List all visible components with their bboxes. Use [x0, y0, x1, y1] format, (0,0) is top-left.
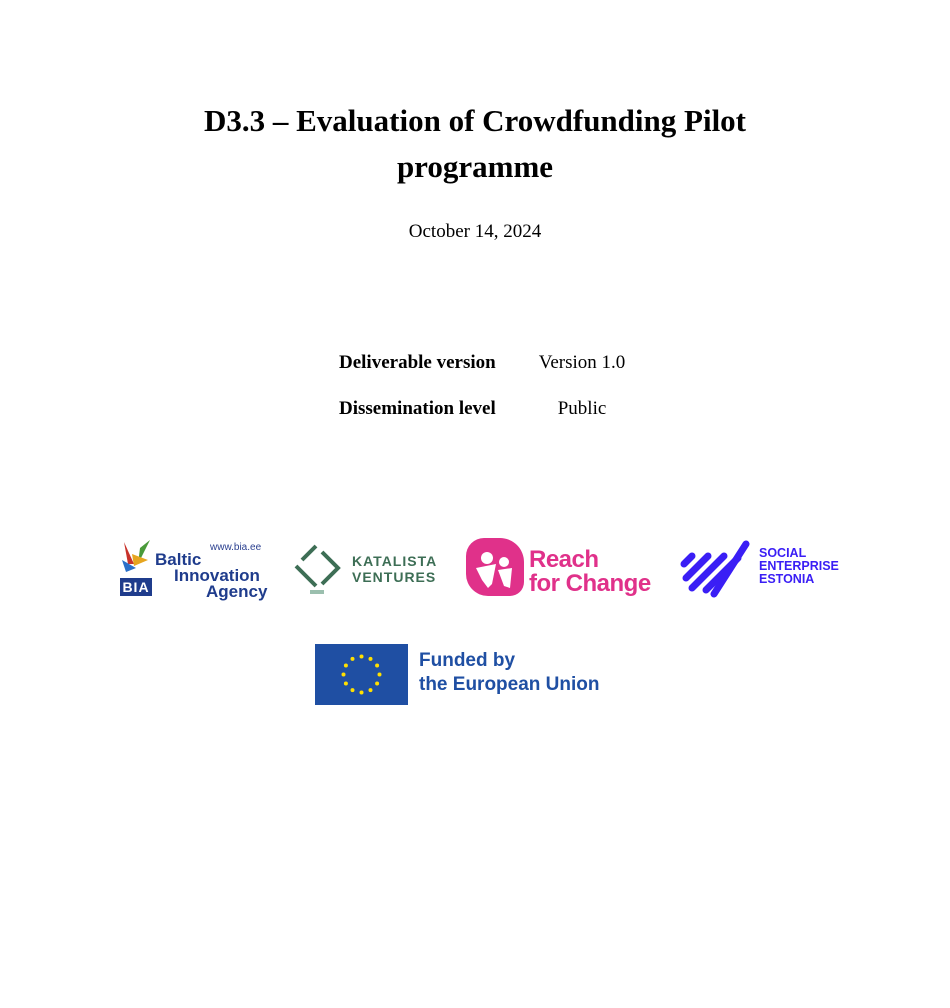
katalista-diamond-icon — [290, 544, 342, 596]
see-line-1: SOCIAL — [759, 546, 807, 560]
metadata-table — [339, 340, 637, 432]
bia-name-line-1: Baltic — [155, 550, 202, 569]
meta-value-version: Version 1.0 — [538, 352, 626, 373]
reach-badge-icon — [466, 538, 524, 596]
title-line-1: D3.3 – Evaluation of Crowdfunding Pilot — [203, 103, 746, 138]
see-line-3: ESTONIA — [759, 572, 815, 586]
meta-row-version — [339, 340, 637, 386]
meta-label-dissemination: Dissemination level — [339, 398, 496, 419]
reach-line-1: Reach — [529, 546, 599, 573]
eu-line-2: the European Union — [419, 674, 600, 695]
meta-row-dissemination — [339, 386, 637, 432]
bia-url: www.bia.ee — [210, 542, 262, 553]
see-stripes-icon — [680, 538, 752, 598]
katalista-line-2: VENTURES — [352, 569, 437, 585]
eu-funded-logo — [315, 644, 625, 706]
meta-value-dissemination: Public — [557, 398, 607, 419]
bia-name-line-2: Innovation — [174, 566, 260, 585]
bia-name-line-3: Agency — [206, 582, 268, 601]
katalista-logo — [290, 542, 445, 598]
social-enterprise-estonia-logo — [680, 538, 840, 598]
bia-logo — [118, 538, 268, 600]
bia-box: BIA — [120, 578, 152, 596]
see-line-2: ENTERPRISE — [759, 559, 839, 573]
document-date: October 14, 2024 — [408, 221, 542, 242]
meta-label-version: Deliverable version — [339, 352, 496, 373]
document-title — [0, 98, 950, 190]
title-line-2: programme — [396, 149, 554, 184]
bia-bird-icon — [118, 538, 158, 580]
eu-flag-icon — [315, 644, 408, 705]
eu-line-1: Funded by — [419, 650, 516, 671]
reach-line-2: for Change — [529, 570, 651, 597]
katalista-line-1: KATALISTA — [352, 553, 438, 569]
reach-for-change-logo — [466, 538, 658, 600]
